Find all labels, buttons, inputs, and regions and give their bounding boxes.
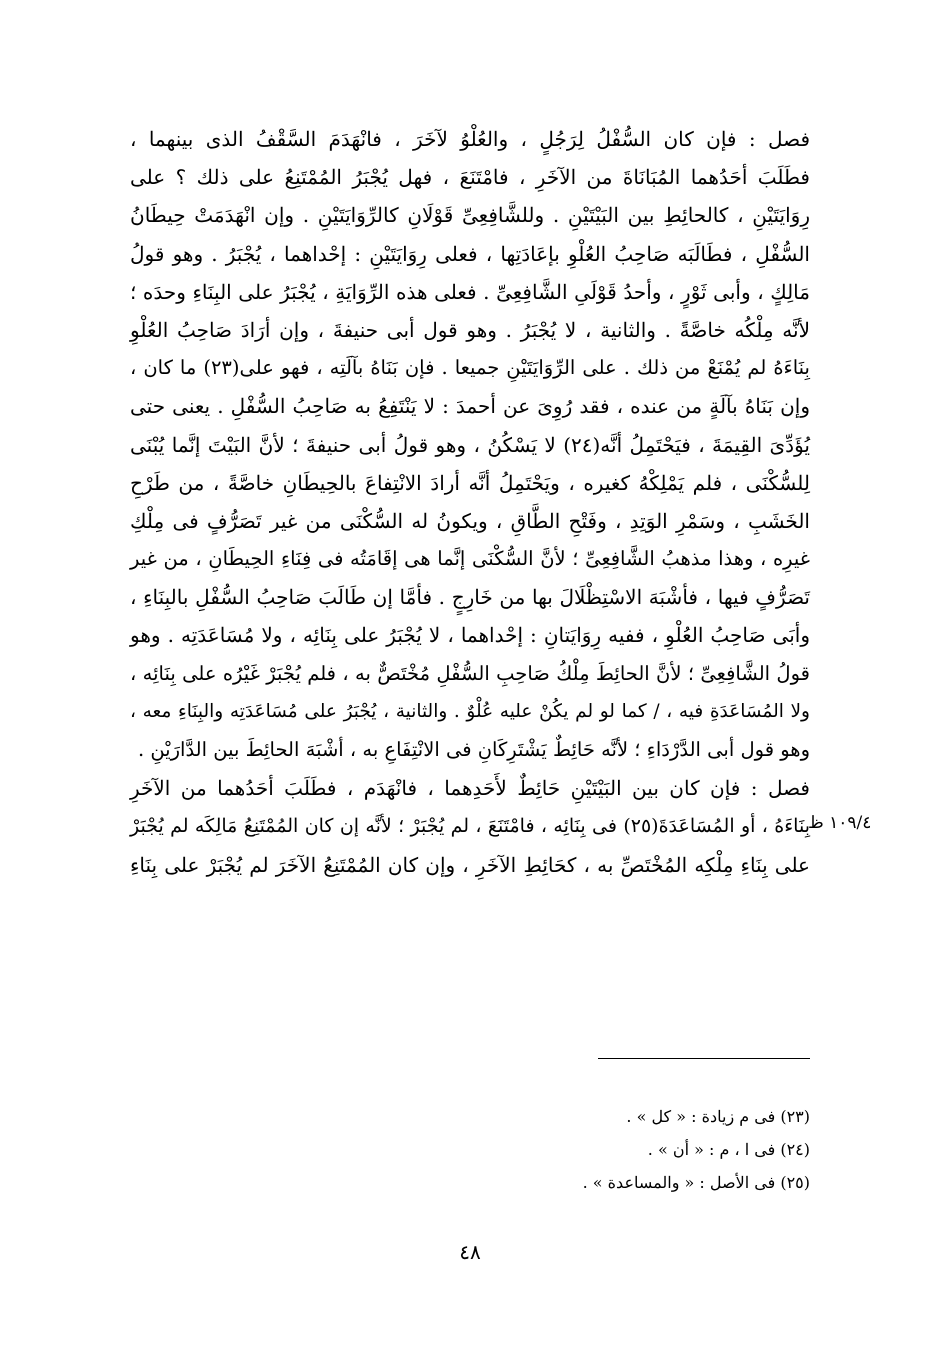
text-line: فصل : فإن كان بين البَيْتَيْنِ حَائِطٌ لأَحَدِهما ، فانْهَدَم ، فطَلَبَ أحَدُهما من الآخَرِ bbox=[130, 776, 810, 801]
text-line: على بِنَاءِ مِلْكِه المُخْتَصِّ به ، كحَائِطِ الآخَرِ ، وإن كان المُمْتَنِعُ الآخَرَ لم يُجْبَرْ على بِنَاءِ bbox=[130, 852, 810, 877]
footnote: (٢٣) فى م زيادة : « كل » . bbox=[626, 1107, 810, 1126]
margin-folio-note: ١٠٩/٤ ظ bbox=[808, 813, 872, 833]
page-number: ٤٨ bbox=[459, 1240, 481, 1264]
text-line: مَالِكٍ ، وأبى ثَوْرٍ ، وأحدُ قَوْلَىِ الشَّافِعِىِّ . فعلى هذه الرِّوَايَةِ ، يُجْبَرُ على البِنَاءِ وحدَه ؛ bbox=[130, 279, 810, 304]
footnote: (٢٤) فى ا ، م : « أن » . bbox=[647, 1140, 810, 1159]
main-text bbox=[130, 120, 810, 884]
text-line: لِلسُّكْنَى ، فلم يَمْلِكْهُ كغيره ، ويَحْتَمِلُ أنَّه أرادَ الانْتِفاعَ بالحِيطَانِ خاصَّةً ، من طَرْحِ bbox=[130, 470, 810, 495]
text-line: بِنَاءَهُ لم يُمْنَعْ من ذلك . على الرِّوَايَتَيْنِ جميعا . فإن بَنَاهُ بآلَتِه ، فهو على(٢٣) ما كان ، bbox=[130, 356, 810, 380]
text-line: الخَشَبِ ، وسَمْرِ الوَتِدِ ، وفَتْحِ الطَّاقِ ، ويكونُ له السُّكْنَى من غير تَصَرُّفٍ فى مِلْكِ bbox=[130, 508, 810, 533]
text-line: وأبَى صَاحِبُ العُلْوِ ، ففيه رِوَايَتانِ : إحْداهما ، لا يُجْبَرُ على بِنَائِه ، ولا مُسَاعَدَتِه . وهو bbox=[130, 623, 810, 648]
text-line: قولُ الشَّافِعِىِّ ؛ لأنَّ الحائِطَ مِلْكُ صَاحِبِ السُّفْلِ مُخْتَصٌّ به ، فلم يُجْبَرْ غَيْرُه على بِنَائِه ، bbox=[130, 661, 810, 685]
footnote-divider bbox=[598, 1058, 810, 1059]
text-line: السُّفْلِ ، فطَالَبَه صَاحِبُ العُلْوِ بإعَادَتِها ، فعلى رِوَايَتَيْنِ : إحْداهما ، يُجْبَرُ . وهو قولُ bbox=[130, 241, 810, 266]
text-line: فطَلَبَ أحَدُهما المُبَانَاةَ من الآخَرِ ، فامْتَنَعَ ، فهل يُجْبَرُ المُمْتَنِعُ على ذلك ؟ على bbox=[130, 165, 810, 190]
text-line: غيرِه ، وهذا مذهبُ الشَّافِعِىِّ ؛ لأنَّ السُّكْنَى إنَّما هى إقَامَتُه فى فِنَاءِ الحِيطَانِ ، من غير bbox=[130, 547, 810, 571]
text-line: وهو قول أبى الدَّرْدَاءِ ؛ لأنَّه حَائِطٌ يَشْتَرِكَانِ فى الانْتِفَاعِ به ، أشْبَهَ الحائِطَ بين الدَّارَيْنِ . bbox=[137, 738, 810, 761]
text-line: تَصَرُّفٍ فيها ، فأشْبَهَ الاسْتِظْلَالَ بها من خَارِجٍ . فأمَّا إن طَالَبَ صَاحِبُ السُّفْلِ بالبِنَاءِ ، bbox=[130, 585, 810, 610]
footnote: (٢٥) فى الأصل : « والمساعدة » . bbox=[582, 1173, 810, 1192]
footnotes bbox=[450, 1100, 810, 1199]
text-line: وإن بَنَاهُ بآلَةٍ من عنده ، فقد رُوِىَ عن أحمدَ : لا يَنْتَفِعُ به صَاحِبُ السُّفْلِ . يعنى حتى bbox=[130, 394, 810, 419]
text-line: بِنَاءَهُ ، أو المُسَاعَدَةَ(٢٥) فى بِنَائِه ، فامْتَنَعَ ، لم يُجْبَرْ ؛ لأنَّه إن كان المُمْتَنِعُ مَالِكَه لم يُجْبَرْ bbox=[130, 815, 810, 838]
text-line: فصل : فإن كان السُّفْلُ لِرَجُلٍ ، والعُلْوُ لآخَرَ ، فانْهَدَمَ السَّقْفُ الذى بينهما ، bbox=[130, 127, 810, 151]
text-line: لأنَّه مِلْكُه خاصَّةً . والثانية ، لا يُجْبَرُ . وهو قول أبى حنيفةَ ، وإن أرَادَ صَاحِبُ العُلْوِ bbox=[130, 317, 810, 342]
text-line: ولا المُسَاعَدَةِ فيه ، / كما لو لم يكُنْ عليه عُلْوٌ . والثانية ، يُجْبَرُ على مُسَاعَدَتِه والبِنَاءِ معه ، bbox=[130, 700, 810, 722]
text-line: رِوَايَتَيْنِ ، كالحائِطِ بين البَيْتَيْنِ . وللشَّافِعِىِّ قَوْلَانِ كالرِّوَايَتَيْنِ . وإن انْهَدَمَتْ حِيطَانُ bbox=[130, 203, 810, 228]
text-line: يُؤَدِّىَ القِيمَةَ ، فيَحْتَمِلُ أنَّه(٢٤) لا يَسْكُنُ ، وهو قولُ أبى حنيفةَ ؛ لأنَّ البَيْتَ إنَّما يُبْنَى bbox=[130, 432, 810, 457]
